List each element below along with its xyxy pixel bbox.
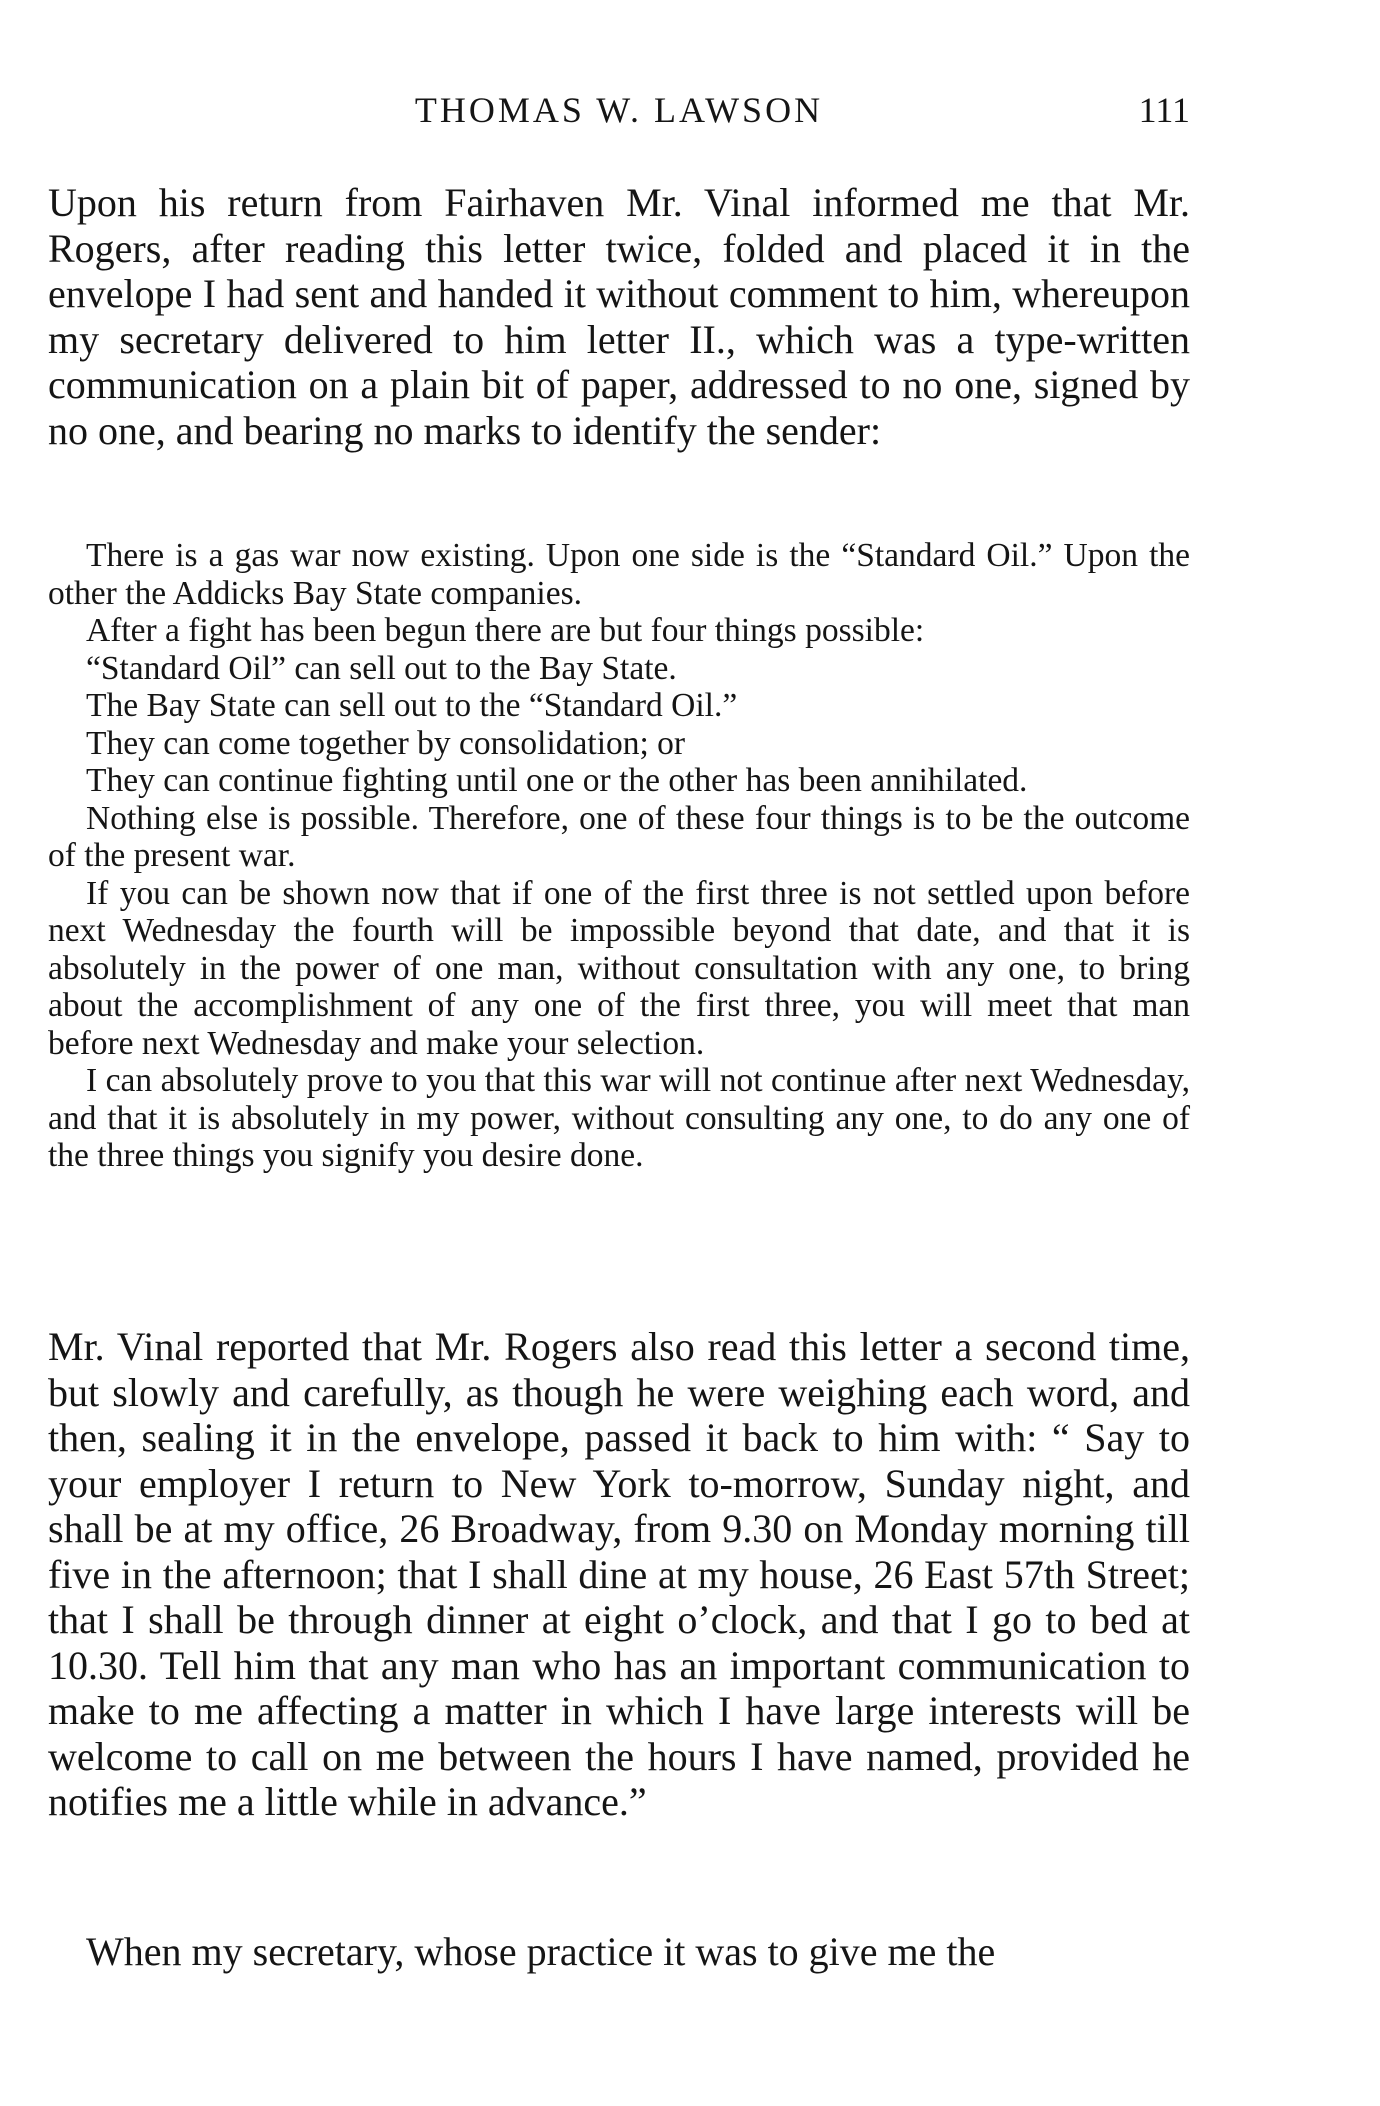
letter-quote <box>48 537 1190 1175</box>
running-head <box>48 80 1190 140</box>
quote-paragraph: They can come together by consolidation; or <box>86 724 686 762</box>
quote-paragraph: I can absolutely prove to you that this war will not continue after next Wednesday, and that it is absolutely in my power, without consulting any one, to do any one of the three things you signify you desire done. <box>48 1062 1190 1174</box>
quote-paragraph: They can continue fighting until one or the other has been annihilated. <box>86 762 1028 799</box>
body-paragraph-2: Mr. Vinal reported that Mr. Rogers also read this letter a second time, but slowly and carefully, as though he were weighing each word, and then, sealing it in the envelope, passed it back to him with: “ Say to your employer I return to New York to-morrow, Sunday night, and shall be at my office, 26 Broadway, from 9.30 on Monday morning till five in the afternoon; that I shall dine at my house, 26 East 57th Street; that I shall be through dinner at eight o’clock, and that I go to bed at 10.30. Tell him that any man who has an important communication to make to me affecting a matter in which I have large interests will be welcome to call on me between the hours I have named, provided he notifies me a little while in advance.” <box>48 1324 1190 1824</box>
body-paragraph-1: Upon his return from Fairhaven Mr. Vinal informed me that Mr. Rogers, after reading this letter twice, folded and placed it in the envelope I had sent and handed it without comment to him, whereupon my secretary delivered to him letter II., which was a type-written communication on a plain bit of paper, addressed to no one, signed by no one, and bearing no marks to identify the sender: <box>48 180 1190 453</box>
quote-paragraph: “Standard Oil” can sell out to the Bay State. <box>86 649 677 687</box>
quote-paragraph: If you can be shown now that if one of the first three is not settled upon before next Wednesday the fourth will be impossible beyond that date, and that it is absolutely in the power of one man, without consultation with any one, to bring about the accomplishment of any one of the first three, you will meet that man before next Wednesday and make your selection. <box>48 874 1190 1062</box>
running-title: THOMAS W. LAWSON <box>414 90 824 130</box>
quote-paragraph: Nothing else is possible. Therefore, one of these four things is to be the outcome of the present war. <box>48 799 1190 874</box>
quote-paragraph: The Bay State can sell out to the “Standard Oil.” <box>86 687 738 724</box>
page-number: 111 <box>1138 90 1190 130</box>
quote-paragraph: There is a gas war now existing. Upon one side is the “Standard Oil.” Upon the other the Addicks Bay State companies. <box>48 537 1190 612</box>
body-paragraph-3: When my secretary, whose practice it was to give me the <box>86 1929 996 1974</box>
quote-paragraph: After a fight has been begun there are but four things possible: <box>86 612 925 649</box>
